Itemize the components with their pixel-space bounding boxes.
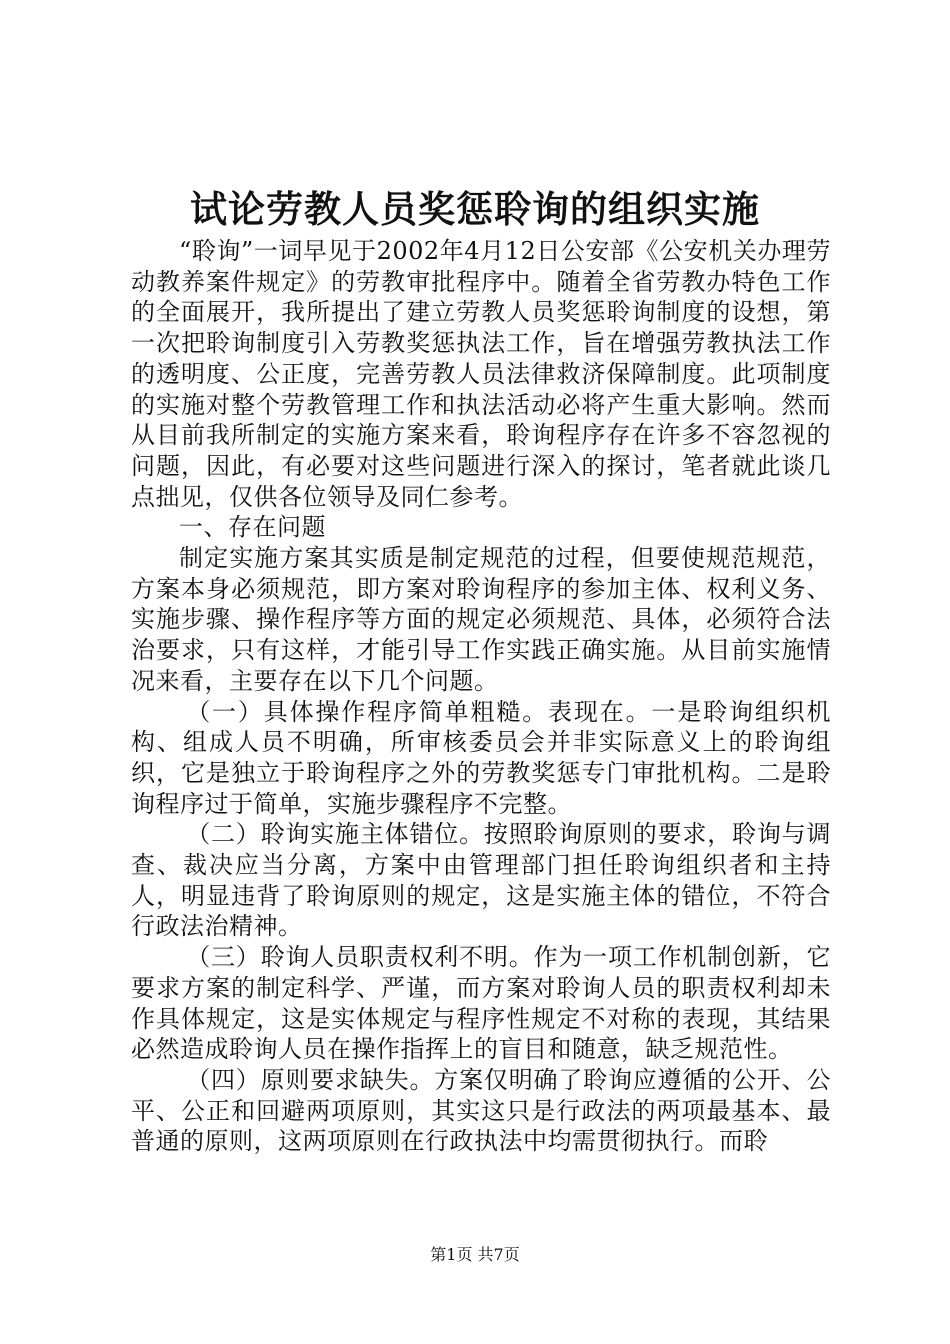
paragraph-intro: “聆询”一词早见于2002年4月12日公安部《公安机关办理劳动教养案件规定》的劳教审批程序中。随着全省劳教办特色工作的全面展开，我所提出了建立劳教人员奖惩聆询制度的设想，第一次把聆询制度引入劳教奖惩执法工作，旨在增强劳教执法工作的透明度、公正度，完善劳教人员法律救济保障制度。此项制度的实施对整个劳教管理工作和执法活动必将产生重大影响。然而从目前我所制定的实施方案来看，聆询程序存在许多不容忽视的问题，因此，有必要对这些问题进行深入的探讨，笔者就此谈几点拙见，仅供各位领导及同仁参考。: [131, 237, 831, 511]
document-body: [131, 236, 831, 1157]
paragraph-problem-3: （三）聆询人员职责权利不明。作为一项工作机制创新，它要求方案的制定科学、严谨，而方案对聆询人员的职责权利却未作具体规定，这是实体规定与程序性规定不对称的表现，其结果必然造成聆询人员在操作指挥上的盲目和随意，缺乏规范性。: [131, 943, 831, 1064]
section-heading-problems: 一、存在问题: [179, 513, 326, 542]
paragraph-problems-overview: 制定实施方案其实质是制定规范的过程，但要使规范规范，方案本身必须规范，即方案对聆询程序的参加主体、权利义务、实施步骤、操作程序等方面的规定必须规范、具体，必须符合法治要求，只有这样，才能引导工作实践正确实施。从目前实施情况来看，主要存在以下几个问题。: [131, 544, 831, 695]
paragraph-problem-2: （二）聆询实施主体错位。按照聆询原则的要求，聆询与调查、裁决应当分离，方案中由管理部门担任聆询组织者和主持人，明显违背了聆询原则的规定，这是实施主体的错位，不符合行政法治精神。: [131, 820, 831, 941]
paragraph-problem-4: （四）原则要求缺失。方案仅明确了聆询应遵循的公开、公平、公正和回避两项原则，其实这只是行政法的两项最基本、最普通的原则，这两项原则在行政执法中均需贯彻执行。而聆: [131, 1065, 831, 1156]
page-footer: 第1页 共7页: [430, 1245, 520, 1264]
document-title: 试论劳教人员奖惩聆询的组织实施: [190, 187, 760, 231]
paragraph-problem-1: （一）具体操作程序简单粗糙。表现在。一是聆询组织机构、组成人员不明确，所审核委员会并非实际意义上的聆询组织，它是独立于聆询程序之外的劳教奖惩专门审批机构。二是聆询程序过于简单，实施步骤程序不完整。: [131, 697, 831, 818]
